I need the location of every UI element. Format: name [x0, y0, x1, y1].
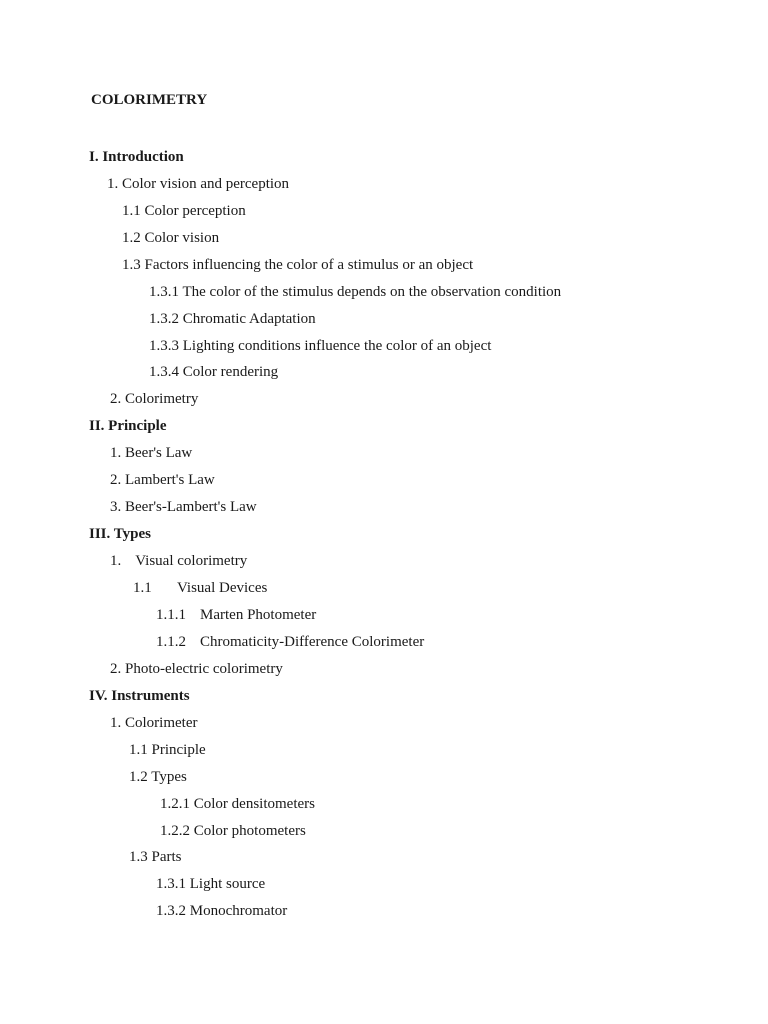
section-heading-instruments: IV. Instruments — [89, 688, 190, 704]
outline-item: 1.3.2 Chromatic Adaptation — [149, 311, 316, 327]
outline-text: Visual Devices — [177, 580, 268, 596]
outline-item — [156, 632, 424, 652]
outline-item — [110, 551, 247, 571]
section-heading-types: III. Types — [89, 526, 151, 542]
outline-item: 2. Photo-electric colorimetry — [110, 661, 283, 677]
outline-item: 1.2 Types — [129, 769, 187, 785]
outline-item: 3. Beer's-Lambert's Law — [110, 499, 257, 515]
outline-item: 1.3.1 Light source — [156, 876, 266, 892]
outline-item: 2. Lambert's Law — [110, 472, 215, 488]
outline-number: 1.1 — [133, 580, 152, 596]
outline-item: 2. Colorimetry — [110, 391, 199, 407]
outline-number: 1.1.2 — [156, 634, 186, 650]
outline-item: 1.2.1 Color densitometers — [160, 796, 315, 812]
outline-item: 1.1 Principle — [129, 742, 206, 758]
outline-item: 1. Beer's Law — [110, 445, 193, 461]
section-heading-introduction: I. Introduction — [89, 149, 184, 165]
outline-number: 1. — [110, 553, 122, 569]
outline-item: 1.3.3 Lighting conditions influence the color of an object — [149, 338, 492, 354]
outline-item: 1.3 Parts — [129, 849, 182, 865]
outline-item: 1.2.2 Color photometers — [160, 823, 306, 839]
outline-item: 1.3 Factors influencing the color of a stimulus or an object — [122, 257, 474, 273]
outline-item — [133, 578, 267, 598]
outline-item: 1.3.2 Monochromator — [156, 903, 288, 919]
document-title: COLORIMETRY — [91, 92, 208, 108]
outline-item: 1. Color vision and perception — [107, 176, 290, 192]
outline-item: 1. Colorimeter — [110, 715, 198, 731]
outline-item: 1.2 Color vision — [122, 230, 220, 246]
outline-item — [156, 605, 316, 625]
outline-text: Visual colorimetry — [135, 553, 248, 569]
outline-number: 1.1.1 — [156, 607, 186, 623]
outline-item: 1.3.4 Color rendering — [149, 364, 279, 380]
outline-text: Marten Photometer — [200, 607, 317, 623]
outline-item: 1.1 Color perception — [122, 203, 246, 219]
outline-text: Chromaticity-Difference Colorimeter — [200, 634, 425, 650]
outline-item: 1.3.1 The color of the stimulus depends on the observation condition — [149, 284, 562, 300]
section-heading-principle: II. Principle — [89, 418, 167, 434]
